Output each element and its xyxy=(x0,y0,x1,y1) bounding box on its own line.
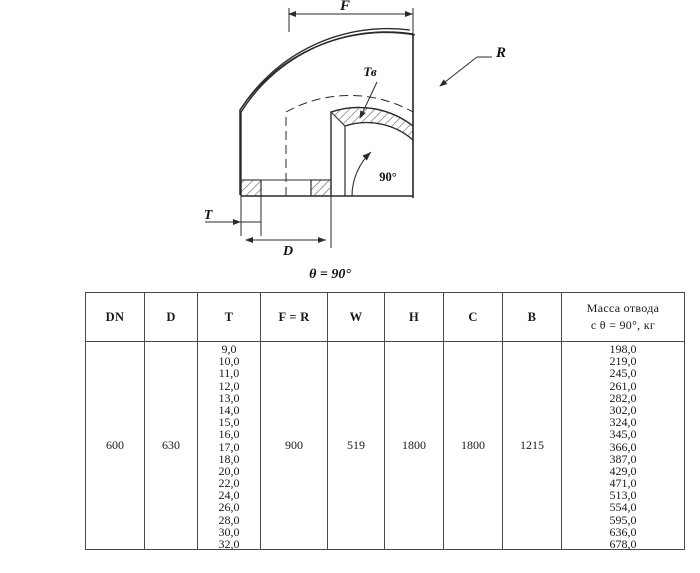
thickness-value-9: 18,0 xyxy=(218,451,240,466)
label-d: D xyxy=(282,244,294,259)
thickness-value-8: 17,0 xyxy=(218,439,240,454)
label-t: T xyxy=(203,208,213,223)
label-r: R xyxy=(496,45,507,61)
thickness-value-15: 30,0 xyxy=(218,524,240,539)
mass-value-7: 345,0 xyxy=(609,427,637,442)
header-c: C xyxy=(444,293,503,342)
header-w: W xyxy=(328,293,385,342)
label-theta: θ = 90° xyxy=(309,267,351,282)
header-h: H xyxy=(385,293,444,342)
spec-table-container xyxy=(85,292,660,551)
cell-f-r: 900 xyxy=(261,342,328,550)
mass-value-10: 429,0 xyxy=(609,463,637,478)
thickness-value-5: 14,0 xyxy=(218,402,240,417)
cell-c: 1800 xyxy=(444,342,503,550)
thickness-value-7: 16,0 xyxy=(218,427,240,442)
mass-value-14: 595,0 xyxy=(609,512,637,527)
label-angle-90: 90° xyxy=(379,170,397,184)
label-f: F xyxy=(339,0,351,14)
thickness-value-1: 10,0 xyxy=(218,354,240,369)
thickness-value-2: 11,0 xyxy=(218,366,240,381)
mass-value-2: 245,0 xyxy=(609,366,637,381)
thickness-value-12: 24,0 xyxy=(218,488,240,503)
mass-value-12: 513,0 xyxy=(609,488,637,503)
cell-dn: 600 xyxy=(86,342,145,550)
mass-value-4: 282,0 xyxy=(609,390,637,405)
mass-value-6: 324,0 xyxy=(609,415,637,430)
thickness-value-4: 13,0 xyxy=(218,390,240,405)
thickness-value-0: 9,0 xyxy=(221,342,237,356)
thickness-value-3: 12,0 xyxy=(218,378,240,393)
header-d: D xyxy=(145,293,198,342)
header-b: B xyxy=(503,293,562,342)
header-dn: DN xyxy=(86,293,145,342)
header-mass-line2: с θ = 90°, кг xyxy=(590,318,656,332)
mass-value-0: 198,0 xyxy=(609,342,637,356)
thickness-value-13: 26,0 xyxy=(218,500,240,515)
thickness-value-6: 15,0 xyxy=(218,415,240,430)
mass-value-3: 261,0 xyxy=(609,378,637,393)
cell-d: 630 xyxy=(145,342,198,550)
mass-value-8: 366,0 xyxy=(609,439,637,454)
cell-t-list xyxy=(198,342,261,550)
cell-h: 1800 xyxy=(385,342,444,550)
thickness-value-16: 32,0 xyxy=(218,537,240,551)
table-row xyxy=(86,342,685,550)
cell-b: 1215 xyxy=(503,342,562,550)
header-mass xyxy=(562,293,685,342)
thickness-value-11: 22,0 xyxy=(218,476,240,491)
mass-value-11: 471,0 xyxy=(609,476,637,491)
leader-r xyxy=(440,57,477,86)
mass-value-16: 678,0 xyxy=(609,537,637,551)
label-tv: Тв xyxy=(363,64,377,79)
thickness-value-10: 20,0 xyxy=(218,463,240,478)
cell-mass-list xyxy=(562,342,685,550)
header-f-r: F = R xyxy=(261,293,328,342)
header-t: T xyxy=(198,293,261,342)
header-mass-line1: Масса отвода xyxy=(586,300,660,315)
mass-value-13: 554,0 xyxy=(609,500,637,515)
table-header-row xyxy=(86,293,685,342)
section-hatch-throat xyxy=(331,107,413,140)
mass-value-9: 387,0 xyxy=(609,451,637,466)
mass-value-5: 302,0 xyxy=(609,402,637,417)
thickness-value-14: 28,0 xyxy=(218,512,240,527)
cell-w: 519 xyxy=(328,342,385,550)
mass-value-15: 636,0 xyxy=(609,524,637,539)
mass-value-1: 219,0 xyxy=(609,354,637,369)
spec-table xyxy=(85,292,685,550)
